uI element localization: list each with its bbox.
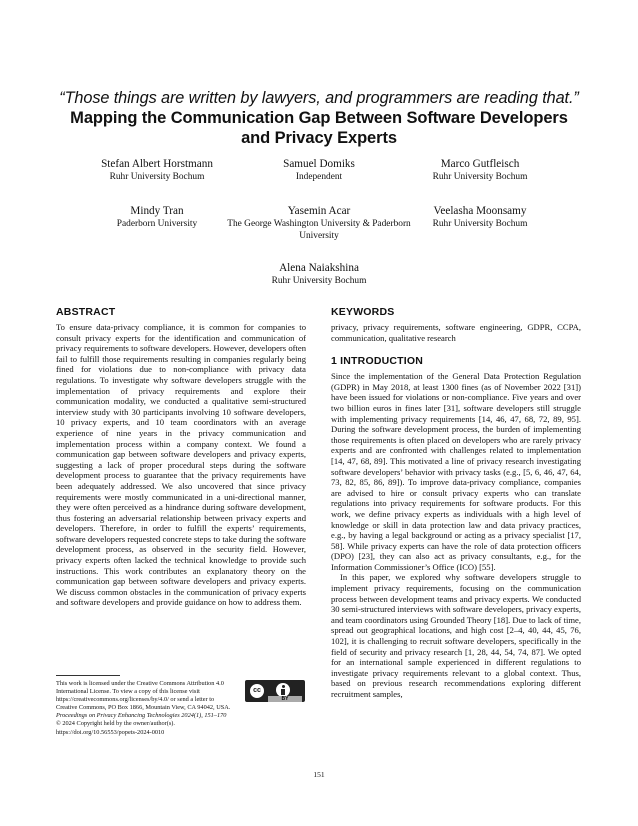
author-name: Marco Gutfleisch (440, 158, 520, 170)
keywords-heading: KEYWORDS (331, 306, 395, 318)
author-name: Mindy Tran (130, 205, 184, 217)
keywords-text: privacy, privacy requirements, software engineering, GDPR, CCPA, communication, qualitative research (331, 322, 581, 343)
author-3 (380, 158, 580, 183)
footnote (56, 680, 308, 737)
author-name: Alena Naiakshina (279, 262, 359, 274)
author-name: Yasemin Acar (287, 205, 351, 217)
title-line-1: Mapping the Communication Gap Between Software Developers (70, 109, 568, 127)
author-affiliation: The George Washington University & Paderborn University (227, 219, 411, 241)
right-column (331, 306, 581, 700)
title-line-2: and Privacy Experts (241, 129, 397, 147)
left-column (56, 306, 306, 608)
attribution-person-icon (276, 683, 290, 697)
copyright-text: © 2024 Copyright held by the owner/author(s). (56, 720, 175, 728)
creative-commons-icon: cc (249, 683, 265, 699)
introduction-paragraph-2: In this paper, we explored why software developers struggle to implement privacy requirements, focusing on the communication process between development teams and privacy experts. We conducted 30 semi-structured interviews with software developers, privacy experts, and team coordinators using Grounded Theory [18]. Due to lack of time, spread out geographical locations, and high cost [2–4, 40, 44, 45, 76, 102], it is challenging to recruit software developers, specifically in the field of security and privacy research [1, 28, 44, 54, 74, 87]. We opted for an international sample experienced in different regulations to investigate privacy requirements relevant to a global context. Thus, based on previous research recommendations exploring different recruitment samples, (331, 572, 581, 699)
by-label: BY (268, 696, 302, 702)
author-affiliation: Ruhr University Bochum (271, 276, 367, 286)
author-affiliation: Paderborn University (116, 219, 198, 229)
introduction-heading: 1 INTRODUCTION (331, 355, 424, 368)
author-name: Samuel Domiks (283, 158, 355, 170)
introduction-paragraph-1: Since the implementation of the General Data Protection Regulation (GDPR) in May 2018, at least 1300 fines (as of November 2022 [31]) have been issued for violations or non-compliance. Five years and over two billion euros in fines later [31], software developers still struggle with implementing privacy requirements [14, 46, 47, 68, 72, 89, 95]. During the software development process, the burden of implementing those requirements is often placed on developers who are rarely privacy experts and are confronted with challenges related to implementation [14, 47, 68, 89]. This motivated a line of privacy research investigating software developers’ behavior with privacy tasks (e.g., [5, 6, 46, 47, 64, 73, 82, 85, 86, 89]). To improve data-privacy compliance, companies are advised to hire or consult privacy experts who can translate regulations into privacy requirements for software products. For this work, we define privacy experts as individuals with a high level of knowledge or skill in data protection law and data privacy practices, e.g., by having a legal background or acting as a privacy specialist [17, 58]. While privacy experts can have the role of data protection officers (DPO) [23], they can also act as privacy consultants, e.g., for the Information Commissioner’s Office (ICO) [55]. (331, 371, 581, 572)
abstract-text: To ensure data-privacy compliance, it is common for companies to consult privacy experts for the identification and communication of privacy requirements to software developers. However, developers often fail to fulfill those requirements resulting in companies regularly being fined for violations due to non-compliance with privacy data regulations. To investigate why software developers struggle with the implementation of privacy requirements and explore their communication modality, we conducted a qualitative semi-structured interview study with 30 participants involving 10 software developers, 10 privacy experts, and 10 team coordinators with an average experience of nine years in the privacy communication and implementation process within a company context. We found a communication gap between software developers and privacy experts, suggesting a lack of proper procedural steps during the software development process to guarantee that the privacy requirements have been adequately addressed. We also uncovered that since privacy requirements were mostly communicated in a uni-directional manner, they were often perceived as a hindrance during software development, thus fostering an adversarial relationship between privacy experts and developers. Therefore, in order to fulfill the experts’ requirements, software developers requested concrete steps to take during the software development process, as observed in the security field. However, privacy experts often lacked the technical knowledge to provide such instructions. This work contributes an explanatory theory on the communication gap between software developers and privacy experts. We discuss common obstacles in the communication of privacy experts and software developers and provide guidance on how to address them. (56, 322, 306, 608)
title-quote: “Those things are written by lawyers, and programmers are reading that.” (59, 89, 579, 107)
author-affiliation: Ruhr University Bochum (432, 219, 528, 229)
author-7 (219, 262, 419, 287)
page-number: 151 (313, 770, 325, 779)
abstract-heading: ABSTRACT (56, 306, 116, 318)
doi-link[interactable]: https://doi.org/10.56553/popets-2024-0010 (56, 728, 165, 736)
author-affiliation: Ruhr University Bochum (109, 172, 205, 182)
title-block (40, 88, 598, 148)
license-text: This work is licensed under the Creative Commons Attribution 4.0 International License. To view a copy of this license visit https://creativecommons.org/licenses/by/4.0/ or send a letter to Creative Commons, PO Box 1866, Mountain View, CA 94042, USA. (56, 680, 231, 712)
author-name: Veelasha Moonsamy (433, 205, 527, 217)
cc-by-badge[interactable] (245, 680, 305, 702)
author-affiliation: Independent (295, 172, 343, 182)
footnote-rule (56, 675, 120, 676)
proceedings-text: Proceedings on Privacy Enhancing Technologies 2024(1), 151–170 (56, 712, 227, 720)
author-name: Stefan Albert Horstmann (101, 158, 213, 170)
author-affiliation: Ruhr University Bochum (432, 172, 528, 182)
author-6 (380, 205, 580, 230)
